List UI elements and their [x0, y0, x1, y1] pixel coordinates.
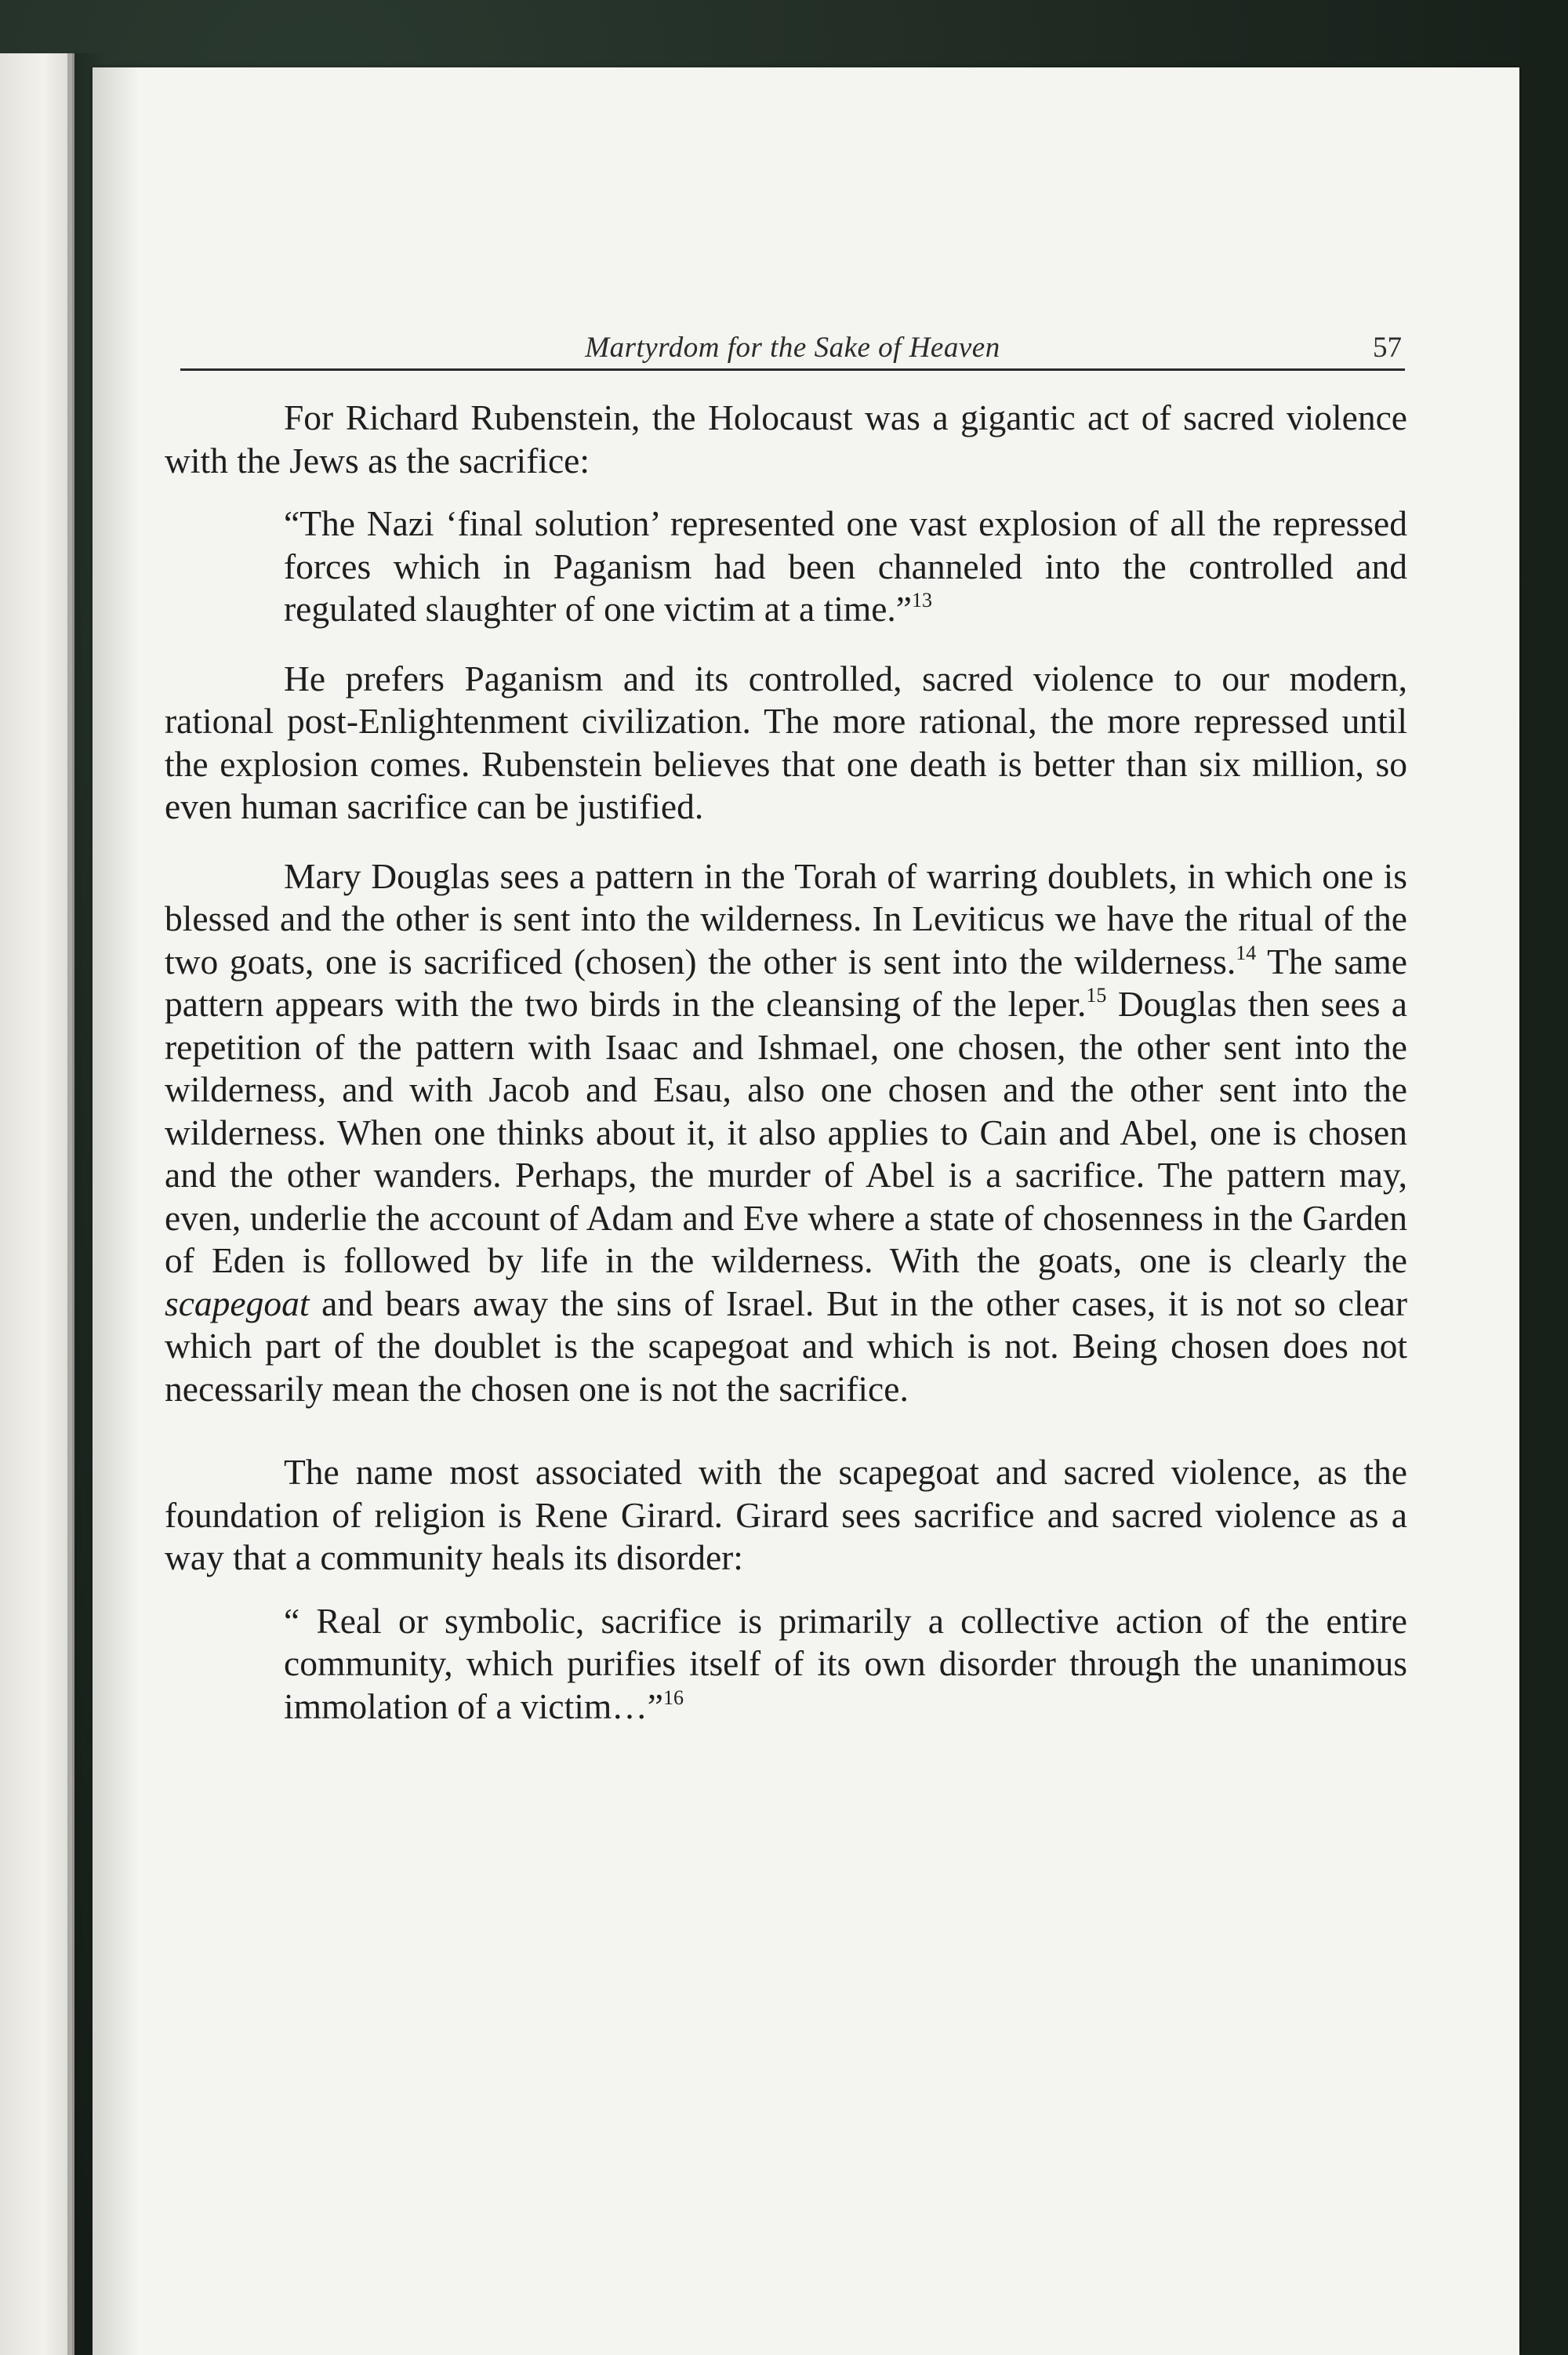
footnote-ref-16: 16	[662, 1686, 684, 1709]
quote-text: “The Nazi ‘final solution’ represented one vast explosion of all the repressed forces which in Paganism had been channeled into the controlled and regulated slaughter of one victim at a time.”	[284, 503, 1407, 629]
footnote-ref-14: 14	[1236, 941, 1257, 964]
footnote-ref-15: 15	[1086, 984, 1107, 1007]
book-page	[93, 67, 1519, 2355]
running-title: Martyrdom for the Sake of Heaven	[585, 332, 1000, 364]
quote-text: “ Real or symbolic, sacrifice is primarily a collective action of the entire community, which purifies itself of its own disorder through the unanimous immolation of a victim…”	[284, 1600, 1407, 1726]
paragraph-text: Douglas then sees a repetition of the pattern with Isaac and Ishmael, one chosen, the other sent into the wilderness, and with Jacob and Esau, also one chosen and the other sent into the wilderness. When one thinks about it, it also applies to Cain and Abel, one is chosen and the other wanders. Perhaps, the murder of Abel is a sacrifice. The pattern may, even, underlie the account of Adam and Eve where a state of chosenness in the Garden of Eden is followed by life in the wilderness. With the goats, one is clearly the	[165, 984, 1407, 1280]
body-text	[165, 397, 1407, 1728]
gutter-shade	[93, 67, 140, 2355]
page-number: 57	[1373, 332, 1402, 364]
running-header	[180, 328, 1405, 371]
paragraph-girard: The name most associated with the scapegoat and sacred violence, as the foundation of religion is Rene Girard. Girard sees sacrifice and sacred violence as a way that a community heals its disorder:	[165, 1452, 1407, 1577]
paragraph-text: Mary Douglas sees a pattern in the Torah of warring doublets, in which one is blessed and the other is sent into the wilderness. In Leviticus we have the ritual of the two goats, one is sacrificed (chosen) the other is sent into the wilderness.	[165, 855, 1407, 982]
paragraph-text: and bears away the sins of Israel. But in the other cases, it is not so clear which part of the doublet is the scapegoat and which is not. Being chosen does not necessarily mean the chosen one is not the sacrifice.	[165, 1283, 1407, 1409]
paragraph-paganism: He prefers Paganism and its controlled, sacred violence to our modern, rational post-Enlightenment civilization. The more rational, the more repressed until the explosion comes. Rubenstein believes that one death is better than six million, so even human sacrifice can be justified.	[165, 658, 1407, 826]
block-quote-rubenstein	[165, 503, 1407, 631]
paragraph-mary-douglas	[165, 855, 1407, 1411]
paragraph-text: The same pattern appears with the two birds in the cleansing of the leper.	[165, 941, 1408, 1024]
facing-page-edge	[0, 53, 74, 2355]
block-quote-girard	[165, 1600, 1407, 1729]
italic-term: scapegoat	[165, 1283, 310, 1323]
paragraph-rubenstein-intro: For Richard Rubenstein, the Holocaust was a gigantic act of sacred violence with the Jews as the sacrifice:	[165, 397, 1407, 481]
footnote-ref-13: 13	[912, 589, 933, 611]
